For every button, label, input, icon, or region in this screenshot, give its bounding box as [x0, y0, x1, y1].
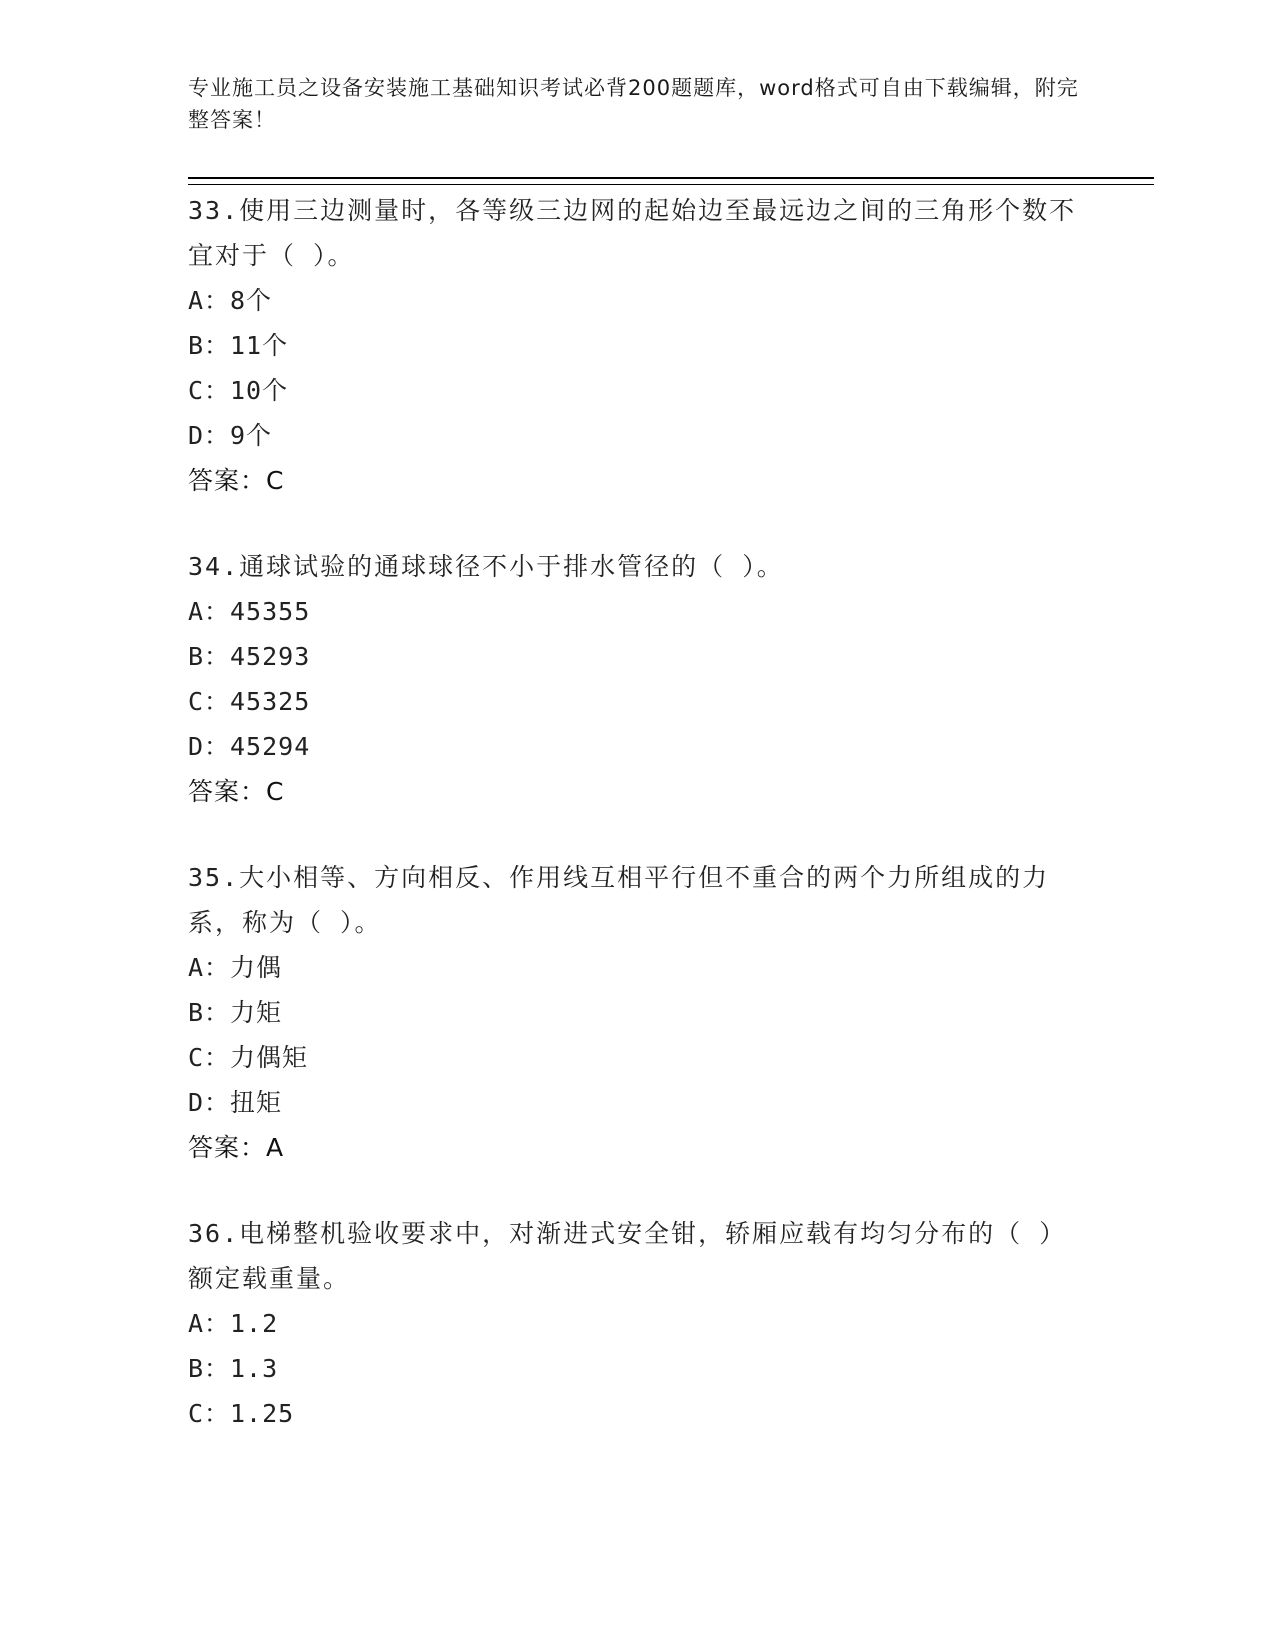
option-text: 8个 [230, 286, 273, 315]
option-letter: C： [188, 376, 231, 405]
option-letter: D： [188, 421, 231, 450]
option-text: 45355 [230, 597, 311, 626]
option-d [188, 413, 1088, 458]
question-34 [188, 544, 1088, 814]
option-text: 9个 [230, 421, 273, 450]
header-rule-thick [188, 177, 1154, 179]
option-letter: A： [188, 953, 231, 982]
option-c [188, 368, 1088, 413]
option-text: 扭矩 [230, 1088, 283, 1117]
option-text: 1.25 [230, 1399, 295, 1428]
option-letter: C： [188, 1043, 231, 1072]
question-text: 34.通球试验的通球球径不小于排水管径的（ ）。 [188, 552, 784, 581]
option-letter: C： [188, 1399, 231, 1428]
option-letter: A： [188, 286, 231, 315]
option-letter: A： [188, 1309, 231, 1338]
option-letter: D： [188, 1088, 231, 1117]
option-c [188, 1391, 1088, 1436]
option-letter: D： [188, 732, 231, 761]
answer-label: 答案：C [188, 777, 285, 806]
question-text: 36.电梯整机验收要求中，对渐进式安全钳，轿厢应载有均匀分布的（ ）额定载重量。 [188, 1219, 1067, 1293]
option-a [188, 589, 1088, 634]
option-letter: B： [188, 998, 231, 1027]
option-letter: B： [188, 331, 231, 360]
question-list [188, 188, 1088, 1477]
question-33 [188, 188, 1088, 503]
option-letter: B： [188, 1354, 231, 1383]
question-text: 33.使用三边测量时，各等级三边网的起始边至最远边之间的三角形个数不宜对于（ ）。 [188, 196, 1077, 270]
question-text: 35.大小相等、方向相反、作用线互相平行但不重合的两个力所组成的力系，称为（ ）。 [188, 863, 1050, 937]
option-b [188, 634, 1088, 679]
question-35 [188, 855, 1088, 1170]
option-text: 1.2 [230, 1309, 279, 1338]
option-text: 45294 [230, 732, 311, 761]
option-a [188, 1301, 1088, 1346]
option-letter: A： [188, 597, 231, 626]
option-text: 45293 [230, 642, 311, 671]
option-d [188, 724, 1088, 769]
option-a [188, 945, 1088, 990]
option-letter: B： [188, 642, 231, 671]
option-b [188, 990, 1088, 1035]
option-d [188, 1080, 1088, 1125]
option-text: 10个 [230, 376, 289, 405]
option-text: 45325 [230, 687, 311, 716]
option-text: 力偶 [230, 953, 283, 982]
option-c [188, 679, 1088, 724]
option-a [188, 278, 1088, 323]
answer-label: 答案：C [188, 466, 285, 495]
answer-label: 答案：A [188, 1133, 285, 1162]
option-b [188, 1346, 1088, 1391]
option-text: 1.3 [230, 1354, 279, 1383]
option-text: 11个 [230, 331, 289, 360]
document-header: 专业施工员之设备安装施工基础知识考试必背200题题库，word格式可自由下载编辑，附完整答案！ [188, 76, 1079, 132]
option-text: 力偶矩 [230, 1043, 309, 1072]
option-c [188, 1035, 1088, 1080]
header-rule-thin [188, 184, 1154, 185]
question-36 [188, 1211, 1088, 1436]
option-letter: C： [188, 687, 231, 716]
option-text: 力矩 [230, 998, 283, 1027]
option-b [188, 323, 1088, 368]
